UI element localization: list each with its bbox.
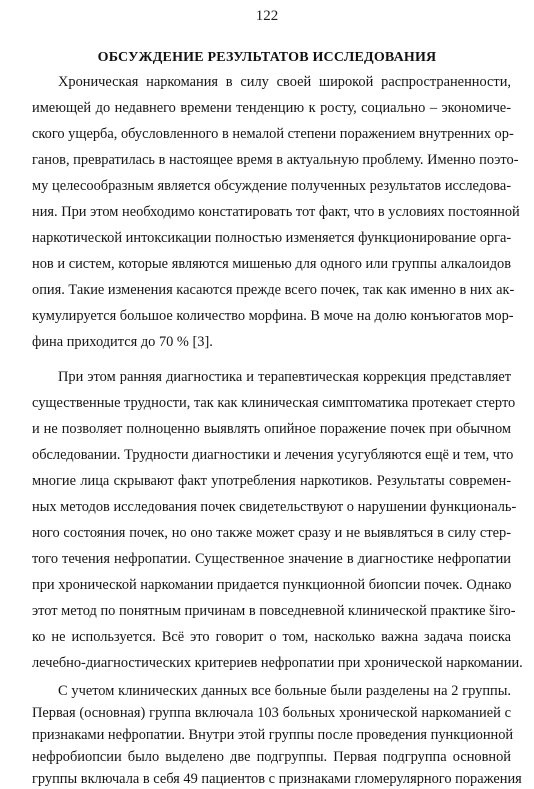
text-line: имеющей до недавнего времени тенденцию к росту, социально – экономиче- [32, 100, 511, 116]
text-line: при хронической наркомании придается пункционной биопсии почек. Однако [32, 577, 512, 593]
text-line: нов и систем, которые являются мишенью для одного или группы алкалоидов [32, 256, 511, 272]
text-line: ганов, превратилась в настоящее время в актуальную проблему. Именно поэто- [32, 152, 519, 168]
text-line: кумулируется большое количество морфина. В моче на долю конъюгатов мор- [32, 308, 514, 324]
text-line: ного состояния почек, но оно также может сразу и не выявляться в силу стер- [32, 525, 511, 541]
text-line: Первая (основная) группа включала 103 больных хронической наркоманией с [32, 705, 511, 721]
section-heading: ОБСУЖДЕНИЕ РЕЗУЛЬТАТОВ ИССЛЕДОВАНИЯ [97, 50, 437, 65]
text-line: того течения нефропатии. Существенное значение в диагностике нефропатии [32, 551, 511, 567]
text-line: и не позволяет полноценно выявлять опийное поражение почек при обычном [32, 421, 511, 437]
text-line: ко не используется. Всё это говорит о том, насколько важна задача поиска [32, 629, 511, 645]
text-line: фина приходится до 70 % [3]. [32, 334, 213, 350]
text-line: этот метод по понятным причинам в повседневной клинической практике širo- [32, 603, 516, 619]
page-number: 122 [255, 8, 279, 24]
text-line: наркотической интоксикации полностью изменяется функционирование орга- [32, 230, 512, 246]
text-line: существенные трудности, так как клиническая симптоматика протекает стерто [32, 395, 516, 411]
text-line: признаками нефропатии. Внутри этой группы после проведения пункционной [32, 727, 514, 743]
text-line: ния. При этом необходимо констатировать тот факт, что в условиях постоянной [32, 204, 520, 220]
text-line: С учетом клинических данных все больные были разделены на 2 группы. [58, 683, 511, 699]
text-line: му целесообразным является обсуждение полученных результатов исследова- [32, 178, 511, 194]
text-line: лечебно-диагностических критериев нефропатии при хронической наркомании. [32, 655, 523, 671]
text-line: группы включала в себя 49 пациентов с признаками гломерулярного поражения [32, 771, 522, 787]
text-line: опия. Такие изменения касаются прежде всего почек, так как именно в них ак- [32, 282, 515, 298]
text-line: многие лица скрывают факт употребления наркотиков. Результаты современ- [32, 473, 511, 489]
text-line: ных методов исследования почек свидетельствуют о нарушении функциональ- [32, 499, 517, 515]
text-line: нефробиопсии было выделено две подгруппы. Первая подгруппа основной [32, 749, 511, 765]
text-line: обследовании. Трудности диагностики и лечения усугубляются ещё и тем, что [32, 447, 514, 463]
text-line: При этом ранняя диагностика и терапевтическая коррекция представляет [58, 369, 511, 385]
text-line: Хроническая наркомания в силу своей широкой распространенности, [58, 74, 511, 90]
text-line: ского ущерба, обусловленного в немалой степени поражением внутренних ор- [32, 126, 514, 142]
